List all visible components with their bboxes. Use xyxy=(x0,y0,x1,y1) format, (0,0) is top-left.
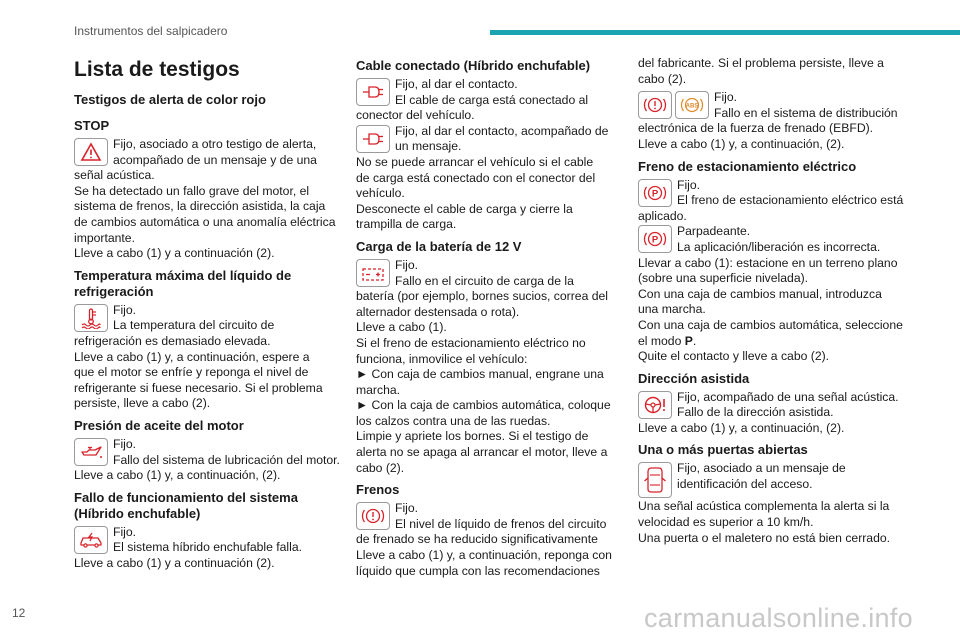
parking-text-line: Llevar a cabo (1): estacione en un terreno plano xyxy=(638,255,898,270)
cable-text-line: El cable de carga está conectado al xyxy=(395,92,589,107)
page-title: Lista de testigos xyxy=(74,58,240,81)
battery-text-line: alternador destensada o rota). xyxy=(356,304,520,319)
parking-icon-label: P xyxy=(651,188,659,200)
stop-text-line: de cambios automática o una anomalía eléctrica xyxy=(74,214,336,229)
battery-text-line: Fallo en el circuito de carga de la xyxy=(395,273,574,288)
brakes-continued-line: cabo (2). xyxy=(638,71,687,86)
parking-mode-suffix: . xyxy=(692,333,697,348)
abs-icon-label: ABS xyxy=(685,103,699,110)
parking-brake-heading: Freno de estacionamiento eléctrico xyxy=(638,158,857,174)
battery-text-line: Limpie y apriete los bornes. Si el testigo de xyxy=(356,429,589,444)
stop-warning-icon xyxy=(74,138,108,166)
stop-text-line: importante. xyxy=(74,230,135,245)
coolant-text-line: refrigeración es demasiado elevada. xyxy=(74,333,271,348)
section-subtitle: Testigos de alerta de color rojo xyxy=(74,92,266,107)
ebfd-text-line: Fallo en el sistema de distribución xyxy=(714,105,898,120)
watermark: carmanualsonline.info xyxy=(644,603,913,633)
coolant-text-line: persiste, lleve a cabo (2). xyxy=(74,396,211,411)
stop-entry xyxy=(74,137,342,262)
parking-text-line: Con una caja de cambios automática, seleccione xyxy=(638,317,903,332)
cable-text-line: vehículo. xyxy=(356,186,405,201)
coolant-text-line: Lleve a cabo (1) y, a continuación, espere a xyxy=(74,349,310,364)
battery-entry xyxy=(356,258,616,476)
hybrid-text-line: Lleve a cabo (1) y a continuación (2). xyxy=(74,555,275,570)
parking-text-line: una marcha. xyxy=(638,302,706,317)
hybrid-fault-heading xyxy=(74,490,342,522)
coolant-text-line: La temperatura del circuito de xyxy=(113,318,275,333)
ebfd-entry xyxy=(638,90,908,152)
steering-wheel-icon xyxy=(638,391,672,419)
hybrid-heading-line: Fallo de funcionamiento del sistema xyxy=(74,489,298,505)
parking-brake-entry-a xyxy=(638,178,908,225)
brakes-text-line: de frenado se ha reducido significativamente xyxy=(356,532,598,547)
open-door-car-icon xyxy=(638,462,672,498)
battery-text-line: funciona, inmovilice el vehículo: xyxy=(356,351,528,366)
battery-text-line: los calzos contra una de las ruedas. xyxy=(356,413,551,428)
brakes-entry xyxy=(356,501,616,579)
battery-text-line: cabo (2). xyxy=(356,460,405,475)
oil-text-line: Fijo. xyxy=(113,436,137,451)
ebfd-text-line: Lleve a cabo (1) y, a continuación, (2). xyxy=(638,136,845,151)
oil-can-icon xyxy=(74,438,108,466)
cable-text-line: Fijo, al dar el contacto. xyxy=(395,77,518,91)
cable-entry-a xyxy=(356,77,616,124)
oil-text-line: Lleve a cabo (1) y, a continuación, (2). xyxy=(74,468,281,483)
ebfd-text-line: electrónica de la fuerza de frenado (EBFD). xyxy=(638,121,874,136)
header-accent-bar xyxy=(490,30,960,35)
coolant-heading-line: refrigeración xyxy=(74,283,154,299)
brake-warning-icon xyxy=(638,91,672,119)
cable-text-line: No se puede arrancar el vehículo si el cable xyxy=(356,154,594,169)
hybrid-car-icon xyxy=(74,526,108,554)
stop-text-line: señal acústica. xyxy=(74,168,155,183)
stop-text-line: Lleve a cabo (1) y a continuación (2). xyxy=(74,246,275,261)
parking-mode-line xyxy=(638,334,908,350)
coolant-entry xyxy=(74,303,342,412)
charging-plug-icon xyxy=(356,125,390,153)
steering-text-line: Fallo de la dirección asistida. xyxy=(677,405,834,420)
brake-warning-icon xyxy=(356,502,390,530)
ebfd-icon-group xyxy=(638,91,709,119)
column-2 xyxy=(356,56,616,579)
column-1 xyxy=(74,56,342,571)
cable-text-line: Fijo, al dar el contacto, acompañado de xyxy=(395,123,609,138)
stop-heading: STOP xyxy=(74,118,110,133)
doors-text-line: Una señal acústica complementa la alerta si la xyxy=(638,499,890,514)
battery-text-line: Lleve a cabo (1). xyxy=(356,320,447,335)
power-steering-entry xyxy=(638,390,908,437)
doors-open-heading: Una o más puertas abiertas xyxy=(638,442,808,458)
battery-icon xyxy=(356,259,390,287)
coolant-heading xyxy=(74,268,342,300)
ebfd-text-line: Fijo. xyxy=(714,90,738,105)
cable-text-line: conector del vehículo. xyxy=(356,108,475,123)
cable-connected-heading: Cable conectado (Híbrido enchufable) xyxy=(356,58,591,73)
doors-text-line: identificación del acceso. xyxy=(677,477,813,492)
parking-brake-entry-b xyxy=(638,224,908,364)
oil-pressure-entry xyxy=(74,437,342,484)
battery-text-line: ► Con la caja de cambios automática, coloque xyxy=(356,398,611,413)
doors-text-line: Fijo, asociado a un mensaje de xyxy=(677,461,846,476)
page-number: 12 xyxy=(12,606,26,620)
brakes-continued-line: del fabricante. Si el problema persiste, lleve a xyxy=(638,56,884,70)
parking-text-line: aplicado. xyxy=(638,208,687,223)
brakes-text-line: Fijo. xyxy=(395,501,419,516)
stop-text-line: sistema de frenos, la dirección asistida, la caja xyxy=(74,199,326,214)
page-header-title: Instrumentos del salpicadero xyxy=(74,24,228,38)
parking-text-line: (sobre una superficie nivelada). xyxy=(638,271,809,286)
stop-text-line: acompañado de un mensaje y de una xyxy=(113,152,317,167)
battery-text-line: Si el freno de estacionamiento eléctrico no xyxy=(356,335,586,350)
coolant-heading-line: Temperatura máxima del líquido de xyxy=(74,267,292,283)
hybrid-fault-entry xyxy=(74,525,342,572)
steering-text-line: Lleve a cabo (1) y, a continuación, (2). xyxy=(638,420,845,435)
parking-mode-value: P xyxy=(684,333,693,348)
battery-text-line: batería (por ejemplo, bornes sucios, correa del xyxy=(356,289,609,304)
parking-text-line: Parpadeante. xyxy=(677,224,751,239)
parking-brake-icon xyxy=(638,179,672,207)
battery-text-line: alerta no se apaga al arrancar el motor, lleve a xyxy=(356,445,608,460)
cable-entry-b xyxy=(356,124,616,233)
doors-text-line: velocidad es superior a 10 km/h. xyxy=(638,515,814,530)
battery-text-line: marcha. xyxy=(356,382,401,397)
parking-mode-prefix: el modo xyxy=(638,333,685,348)
parking-text-line: Fijo. xyxy=(677,177,701,192)
column-3 xyxy=(638,56,908,546)
cable-text-line: un mensaje. xyxy=(395,139,462,154)
abs-icon xyxy=(675,91,709,119)
parking-text-line: La aplicación/liberación es incorrecta. xyxy=(677,239,881,254)
parking-brake-icon xyxy=(638,225,672,253)
battery-text-line: Fijo. xyxy=(395,257,419,272)
coolant-text-line: refrigerante si fuese necesario. Si el problema xyxy=(74,380,323,395)
cable-text-line: de carga está conectado con el conector del xyxy=(356,170,596,185)
hybrid-heading-line: (Híbrido enchufable) xyxy=(74,505,201,521)
brakes-heading: Frenos xyxy=(356,482,400,498)
charging-plug-icon xyxy=(356,78,390,106)
brakes-text-line: Lleve a cabo (1) y, a continuación, reponga con xyxy=(356,548,612,563)
coolant-text-line: que el motor se enfríe y reponga el nivel de xyxy=(74,365,309,380)
doors-text-line: Una puerta o el maletero no está bien cerrado. xyxy=(638,530,891,545)
coolant-text-line: Fijo. xyxy=(113,302,137,317)
battery-text-line: ► Con caja de cambios manual, engrane una xyxy=(356,367,604,382)
power-steering-heading: Dirección asistida xyxy=(638,370,750,386)
parking-text-line: Con una caja de cambios manual, introduzca xyxy=(638,286,882,301)
battery-heading: Carga de la batería de 12 V xyxy=(356,238,522,254)
brakes-text-line: líquido que cumpla con las recomendaciones xyxy=(356,563,600,578)
oil-pressure-heading: Presión de aceite del motor xyxy=(74,417,244,433)
oil-text-line: Fallo del sistema de lubricación del motor. xyxy=(113,452,340,467)
cable-text-line: Desconecte el cable de carga y cierre la xyxy=(356,201,573,216)
brakes-text-line: El nivel de líquido de frenos del circuito xyxy=(395,516,607,531)
hybrid-text-line: El sistema híbrido enchufable falla. xyxy=(113,540,303,555)
steering-text-line: Fijo, acompañado de una señal acústica. xyxy=(677,389,899,404)
stop-text-line: Se ha detectado un fallo grave del motor, el xyxy=(74,183,310,198)
cable-text-line: trampilla de carga. xyxy=(356,217,457,232)
coolant-temperature-icon xyxy=(74,304,108,332)
parking-text-line: Quite el contacto y lleve a cabo (2). xyxy=(638,349,830,364)
brakes-continued xyxy=(638,56,908,87)
parking-text-line: El freno de estacionamiento eléctrico está xyxy=(677,193,904,208)
hybrid-text-line: Fijo. xyxy=(113,524,137,539)
doors-open-entry xyxy=(638,461,908,546)
stop-text-line: Fijo, asociado a otro testigo de alerta, xyxy=(113,137,317,151)
parking-icon-label: P xyxy=(651,234,659,246)
